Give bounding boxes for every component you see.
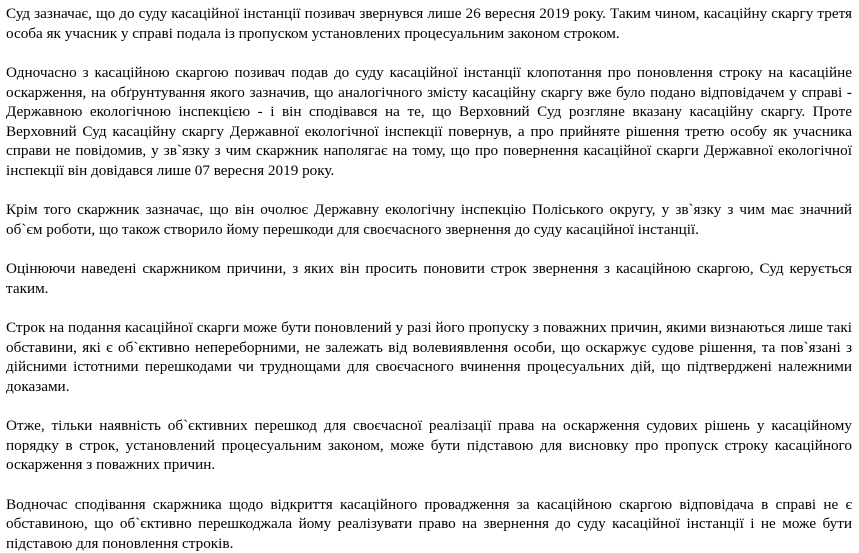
paragraph-2: Одночасно з касаційною скаргою позивач подав до суду касаційної інстанції клопотання про поновлення строку на касаційне оскарження, на обґрунтування якого зазначив, що аналогічного змісту касаційну скаргу вже було подано відповідачем у справі - Державною екологічною інспекцією - і він сподівався на те, що Верховний Суд розгляне вказану касаційну скаргу. Проте Верховний Суд касаційну скаргу Державної екологічної інспекції повернув, а про прийняте рішення третю особу як учасника справи не повідомив, у зв`язку з чим скаржник наполягає на тому, що про повернення касаційної скарги Державної екологічної інспекції він довідався лише 07 вересня 2019 року. — [6, 63, 852, 180]
paragraph-gap — [6, 239, 852, 259]
paragraph-gap — [6, 298, 852, 318]
paragraph-gap — [6, 396, 852, 416]
document-body — [6, 0, 852, 553]
paragraph-gap — [6, 475, 852, 495]
paragraph-5: Строк на подання касаційної скарги може бути поновлений у разі його пропуску з поважних причин, якими визнаються лише такі обставини, які є об`єктивно непереборними, не залежать від волевиявлення особи, що оскаржує судове рішення, та пов`язані з дійсними істотними перешкодами чи труднощами для своєчасного вчинення процесуальних дій, що підтверджені належними доказами. — [6, 318, 852, 396]
paragraph-7: Водночас сподівання скаржника щодо відкриття касаційного провадження за касаційною скаргою відповідача в справі не є обставиною, що об`єктивно перешкоджала йому реалізувати право на звернення до суду касаційної інстанції і не може бути підставою для поновлення строків. — [6, 495, 852, 553]
paragraph-3: Крім того скаржник зазначає, що він очолює Державну екологічну інспекцію Поліського округу, у зв`язку з чим має значний об`єм роботи, що також створило йому перешкоди для своєчасного звернення до суду касаційної інстанції. — [6, 200, 852, 239]
paragraph-1: Суд зазначає, що до суду касаційної інстанції позивач звернувся лише 26 вересня 2019 року. Таким чином, касаційну скаргу третя особа як учасник у справі подала із пропуском установлених процесуальним законом строком. — [6, 4, 852, 43]
paragraph-4: Оцінюючи наведені скаржником причини, з яких він просить поновити строк звернення з касаційною скаргою, Суд керується таким. — [6, 259, 852, 298]
paragraph-gap — [6, 43, 852, 63]
paragraph-gap — [6, 180, 852, 200]
paragraph-6: Отже, тільки наявність об`єктивних перешкод для своєчасної реалізації права на оскарження судових рішень у касаційному порядку в строк, установлений процесуальним законом, може бути підставою для висновку про пропуск строку касаційного оскарження з поважних причин. — [6, 416, 852, 475]
